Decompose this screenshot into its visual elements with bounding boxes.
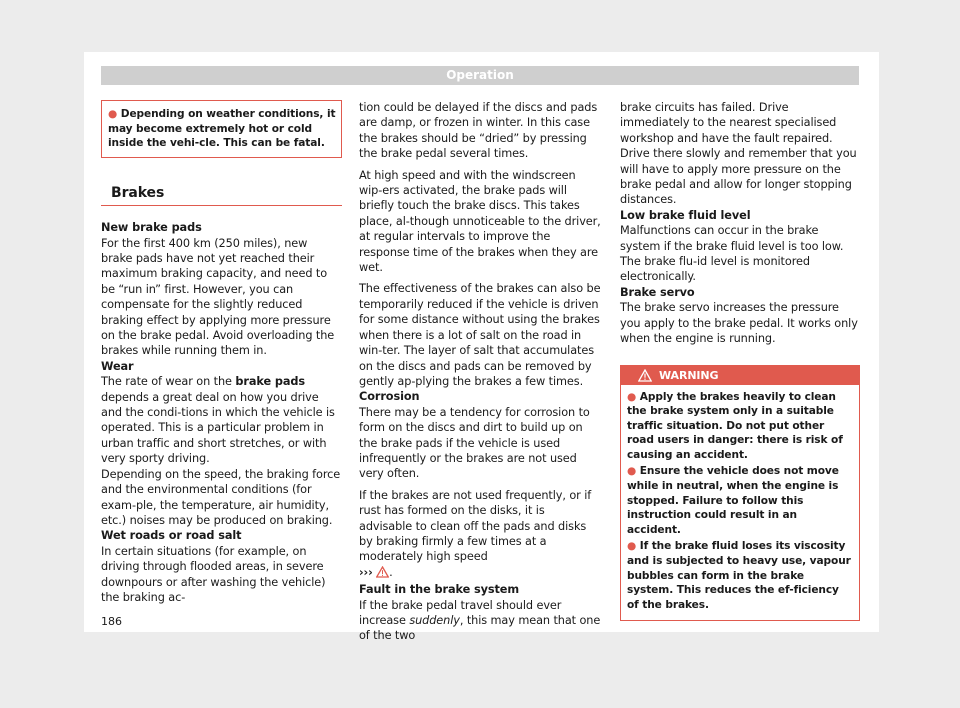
warning-item: ● Ensure the vehicle does not move while in neutral, when the engine is stopped. Failure to follow this instruction could result in an accident. (627, 465, 839, 536)
fault-text: If the brake pedal travel should ever increase suddenly, this may mean that one of the two (359, 598, 601, 643)
bullet-icon: ● (627, 540, 637, 553)
salt-text: The effectiveness of the brakes can also be temporarily reduced if the vehicle is driven for some distance without using the brakes when there is a lot of salt on the road in win-ter. The layer of salt that accumulates on the discs and pads can be removed by gently ap-plying the brakes a few times. (359, 282, 601, 388)
fault-heading: Fault in the brake system (359, 583, 520, 597)
rust-text: If the brakes are not used frequently, or if rust has formed on the disks, it is advisable to clean off the pads and disks by braking firmly a few times at a moderately high speed ››› . (359, 488, 601, 582)
fluid-heading: Low brake fluid level (620, 208, 751, 222)
fault-text-continued: brake circuits has failed. Drive immediately to the nearest specialised workshop and have the fault repaired. Drive there slowly and remember that you will have to apply more pressure on the brake pedal and allow for longer stopping distances. (620, 101, 857, 207)
corrosion-heading: Corrosion (359, 390, 420, 404)
warning-triangle-icon (638, 369, 652, 382)
bullet-icon: ● (627, 465, 637, 478)
warning-title: WARNING (659, 368, 719, 382)
warning-item: ● Apply the brakes heavily to clean the brake system only in a suitable traffic situation. Do not put other road users in danger: there is risk of causing an accident. (627, 390, 843, 461)
bullet-icon: ● (108, 108, 118, 120)
wear-text: The rate of wear on the brake pads depends a great deal on how you drive and the condi-tions in which the vehicle is operated. This is a particular problem in urban traffic and short stretches, or with very sporty driving. (101, 375, 335, 466)
warning-body (621, 385, 859, 621)
wet-text-continued: tion could be delayed if the discs and pads are damp, or frozen in winter. In this case the brakes should be “dried” by pressing the brake pedal several times. (359, 101, 598, 161)
danger-note (101, 100, 342, 158)
warning-box (620, 365, 860, 622)
column-middle (359, 100, 601, 644)
servo-text: The brake servo increases the pressure you apply to the brake pedal. It works only when the engine is running. (620, 301, 858, 346)
danger-note-text: Depending on weather conditions, it may become extremely hot or cold inside the vehi-cle. This can be fatal. (108, 108, 336, 150)
servo-heading: Brake servo (620, 285, 695, 299)
section-header: Operation (101, 66, 859, 85)
warning-item: ● If the brake fluid loses its viscosity and is subjected to heavy use, vapour bubbles can form in the brake system. This reduces the ef-ficiency of the brakes. (627, 540, 851, 611)
bullet-icon: ● (627, 390, 637, 403)
wear-heading: Wear (101, 359, 134, 373)
warning-header (621, 366, 859, 385)
column-right (620, 100, 860, 621)
section-title: Brakes (101, 186, 342, 206)
column-left (101, 100, 342, 605)
page-number: 186 (101, 615, 122, 628)
wet-text: In certain situations (for example, on driving through flooded areas, in severe downpours or after washing the vehicle) the braking ac- (101, 544, 326, 604)
speed-noise-text: Depending on the speed, the braking force and the environmental conditions (for exam-ple, the temperature, air humidity, etc.) noises may be produced on braking. (101, 467, 341, 527)
warning-triangle-icon[interactable] (376, 566, 389, 582)
new-pads-heading: New brake pads (101, 221, 202, 235)
wet-heading: Wet roads or road salt (101, 529, 242, 543)
corrosion-text: There may be a tendency for corrosion to form on the discs and dirt to build up on the brake pads if the vehicle is used infrequently or the brakes are not used very often. (359, 405, 590, 481)
high-speed-text: At high speed and with the windscreen wip-ers activated, the brake pads will briefly touch the brake discs. This takes place, al-though unnoticeable to the driver, at regular intervals to improve the response time of the brakes when they are wet. (359, 168, 601, 275)
fluid-text: Malfunctions can occur in the brake system if the brake fluid level is too low. The brake flu-id level is monitored electronically. (620, 224, 844, 284)
new-pads-text: For the first 400 km (250 miles), new brake pads have not yet reached their maximum braking capacity, and need to be “run in” first. However, you can compensate for the slightly reduced braking effect by applying more pressure on the brake pedal. Avoid overloading the brakes while running them in. (101, 236, 335, 358)
reference-marker: ››› (359, 565, 373, 579)
